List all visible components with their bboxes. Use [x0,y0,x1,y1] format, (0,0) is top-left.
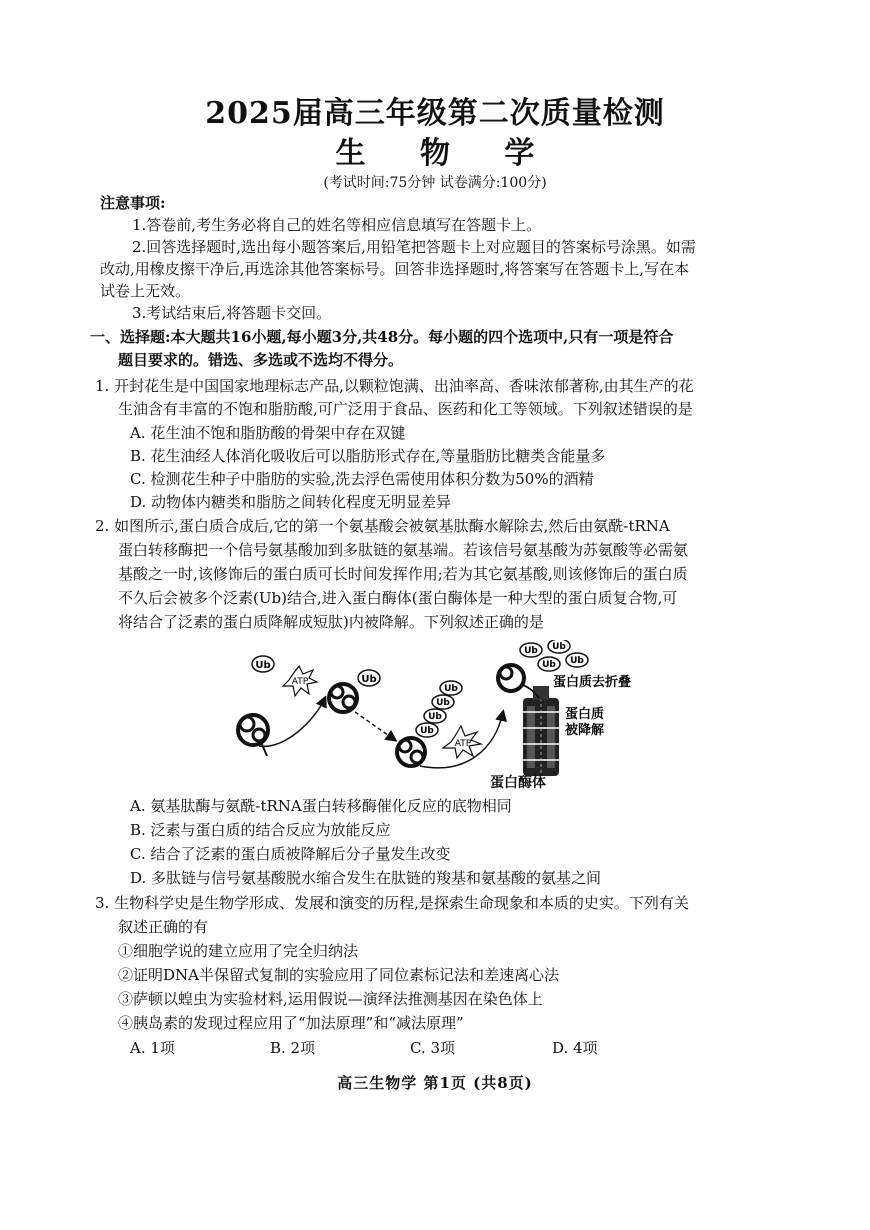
protein-blob-3 [397,738,425,766]
q3-statement-4: ④胰岛素的发现过程应用了“加法原理”和“减法原理” [118,1014,464,1032]
note-2-line-1: 2.回答选择题时,选出每小题答案后,用铅笔把答题卡上对应题目的答案标号涂黑。如需 [132,238,696,256]
q1-stem-line-2: 生油含有丰富的不饱和脂肪酸,可广泛用于食品、医药和化工等领域。下列叙述错误的是 [118,400,693,418]
section-heading-line-2: 题目要求的。错选、多选或不选均不得分。 [118,351,404,369]
q2-option-b: B. 泛素与蛋白质的结合反应为放能反应 [130,821,391,839]
subject-title: 生 物 学 [335,136,557,171]
q3-stem-line-1: 3. 生物科学史是生物学形成、发展和演变的历程,是探索生命现象和本质的史实。下列有关 [95,894,689,912]
label-unfold: 蛋白质去折叠 [553,675,632,690]
exam-title: 2025届高三年级第二次质量检测 [205,96,665,131]
q3-options [0,1037,870,1061]
q2-option-c: C. 结合了泛素的蛋白质被降解后分子量发生改变 [130,845,451,863]
q2-stem-line-3: 基酸之一时,该修饰后的蛋白质可长时间发挥作用;若为其它氨基酸,则该修饰后的蛋白质 [118,565,688,583]
q2-stem-line-1: 2. 如图所示,蛋白质合成后,它的第一个氨基酸会被氨基肽酶水解除去,然后由氨酰-tRNA [95,517,670,535]
q3-option-c: C. 3项 [410,1039,456,1057]
q1-option-a: A. 花生油不饱和脂肪酸的骨架中存在双键 [130,424,406,442]
svg-text:Ub: Ub [524,646,538,656]
ub-tag-1 [252,656,274,672]
svg-text:Ub: Ub [542,660,556,670]
q3-option-a: A. 1项 [130,1039,175,1057]
q2-option-d: D. 多肽链与信号氨基酸脱水缩合发生在肽链的羧基和氨基酸的氨基之间 [130,869,602,887]
ubiquitin-proteasome-figure [215,640,675,790]
protein-blob-4 [498,665,539,698]
svg-text:Ub: Ub [570,656,584,666]
notes-heading: 注意事项: [100,194,166,212]
svg-text:Ub: Ub [552,642,566,652]
svg-text:Ub: Ub [428,712,442,722]
dashed-arrow [355,712,395,740]
note-1: 1.答卷前,考生务必将自己的姓名等相应信息填写在答题卡上。 [132,216,542,234]
ub-tag-2 [358,670,380,686]
q3-option-b: B. 2项 [270,1039,316,1057]
ub-chain-3 [416,681,462,737]
ub-cluster-4 [520,640,588,671]
q3-statement-3: ③萨顿以蝗虫为实验材料,运用假说—演绎法推测基因在染色体上 [118,990,543,1008]
q2-stem-line-4: 不久后会被多个泛素(Ub)结合,进入蛋白酶体(蛋白酶体是一种大型的蛋白质复合物,可 [118,589,678,607]
q2-stem-line-2: 蛋白转移酶把一个信号氨基酸加到多肽链的氨基端。若该信号氨基酸为苏氨酸等必需氨 [118,541,689,559]
svg-text:Ub: Ub [444,684,458,694]
arrow-1 [259,698,325,746]
note-2-line-2: 改动,用橡皮擦干净后,再选涂其他答案标号。回答非选择题时,将答案写在答题卡上,写在本 [100,260,690,278]
protein-blob-2 [329,684,357,712]
ub-label: Ub [361,674,377,685]
page-footer: 高三生物学 第1页 (共8页) [337,1074,533,1092]
atp-label: ATP [291,677,309,687]
section-heading-line-1: 一、选择题:本大题共16小题,每小题3分,共48分。每小题的四个选项中,只有一项是符合 [90,328,674,346]
q1-option-b: B. 花生油经人体消化吸收后可以脂肪形式存在,等量脂肪比糖类含能量多 [130,447,606,465]
protein-blob-1 [238,715,268,756]
svg-text:Ub: Ub [436,698,450,708]
q1-stem-line-1: 1. 开封花生是中国国家地理标志产品,以颗粒饱满、出油率高、香味浓郁著称,由其生产的花 [95,377,694,395]
note-2-line-3: 试卷上无效。 [100,282,191,300]
q3-statement-2: ②证明DNA半保留式复制的实验应用了同位素标记法和差速离心法 [118,966,559,984]
svg-text:Ub: Ub [420,726,434,736]
label-proteasome: 蛋白酶体 [490,775,546,791]
label-degrade-1: 蛋白质 [565,707,605,722]
q3-statement-1: ①细胞学说的建立应用了完全归纳法 [118,942,359,960]
q1-option-c: C. 检测花生种子中脂肪的实验,洗去浮色需使用体积分数为50%的酒精 [130,470,594,488]
ub-label: Ub [255,660,271,671]
q3-stem-line-2: 叙述正确的有 [118,918,209,936]
q2-stem-line-5: 将结合了泛素的蛋白质降解成短肽)内被降解。下列叙述正确的是 [118,613,544,631]
svg-text:ATP: ATP [454,739,472,749]
q2-option-a: A. 氨基肽酶与氨酰-tRNA蛋白转移酶催化反应的底物相同 [130,797,512,815]
note-3: 3.考试结束后,将答题卡交回。 [132,304,332,322]
label-degrade-2: 被降解 [565,723,605,738]
q3-option-d: D. 4项 [552,1039,598,1057]
proteasome [519,686,563,776]
q1-option-d: D. 动物体内糖类和脂肪之间转化程度无明显差异 [130,493,452,511]
exam-info: (考试时间:75分钟 试卷满分:100分) [323,175,547,191]
